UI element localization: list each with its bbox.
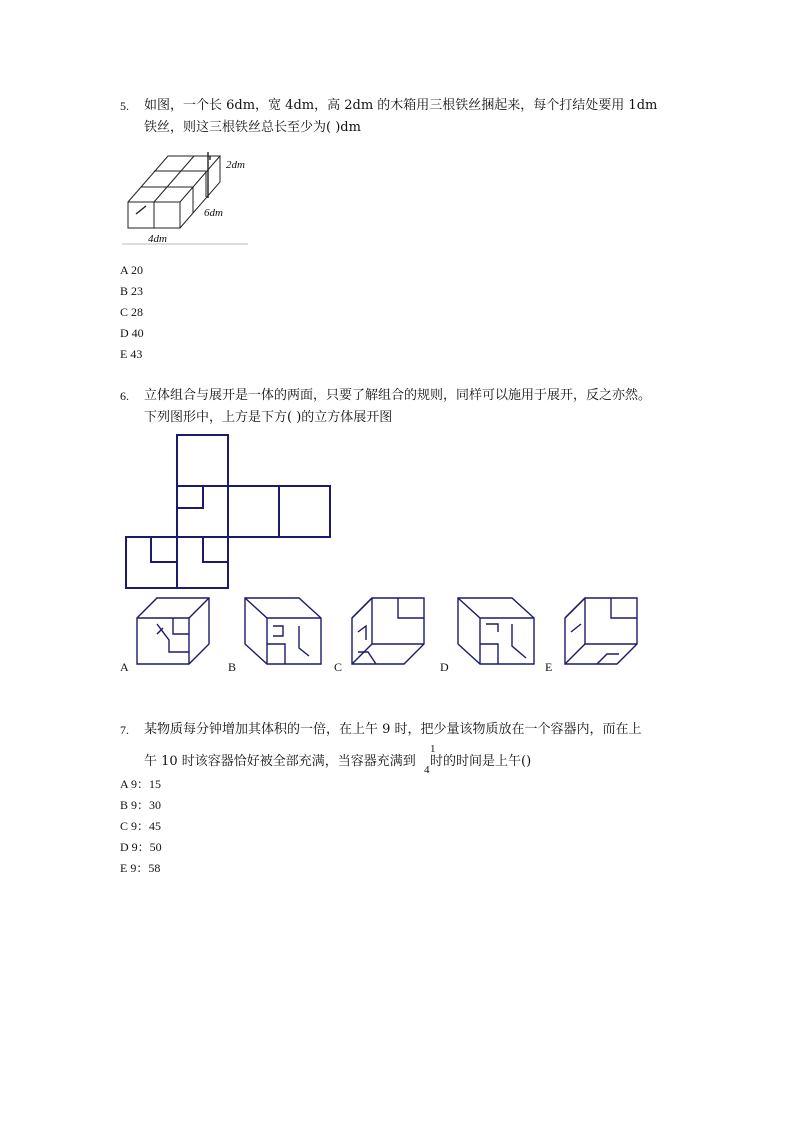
q5-number: 5. (120, 99, 129, 113)
q6-cube-d[interactable] (456, 596, 536, 666)
q7-stem-line1: 某物质每分钟增加其体积的一倍，在上午 9 时，把少量该物质放在一个容器内，而在上 (144, 722, 642, 737)
q6-cube-a[interactable] (135, 596, 211, 666)
q5-option-c[interactable]: C 28 (120, 305, 144, 319)
q6-stem-line2: 下列图形中，上方是下方( )的立方体展开图 (144, 410, 393, 425)
q7-option-a[interactable]: A 9：15 (120, 777, 162, 791)
q5-label-height: 2dm (226, 159, 245, 171)
q6-cube-d-label: D (440, 660, 449, 674)
q7-option-b[interactable]: B 9：30 (120, 798, 162, 812)
q7-option-c[interactable]: C 9：45 (120, 819, 162, 833)
q6-number: 6. (120, 389, 129, 403)
q6-cube-c[interactable] (350, 596, 426, 666)
q7-stem-line2b: 时的时间是上午() (430, 754, 532, 769)
q7-option-d[interactable]: D 9：50 (120, 840, 162, 854)
q7-stem-line2a: 午 10 时该容器恰好被全部充满，当容器充满到 (144, 754, 416, 769)
q5-stem-line1: 如图，一个长 6dm，宽 4dm，高 2dm 的木箱用三根铁丝捆起来，每个打结处要用 1dm (144, 98, 658, 113)
q7-fraction-denominator: 4 (424, 764, 430, 776)
q6-cube-b[interactable] (243, 596, 323, 666)
q5-stem-line2: 铁丝，则这三根铁丝总长至少为( )dm (144, 120, 361, 135)
q5-label-width: 4dm (148, 233, 167, 245)
q7-number: 7. (120, 723, 129, 737)
q6-cube-c-label: C (334, 660, 343, 674)
q6-cube-e-label: E (545, 660, 553, 674)
q6-cube-net (125, 434, 335, 590)
q5-option-b[interactable]: B 23 (120, 284, 144, 298)
q5-label-length: 6dm (204, 207, 223, 219)
q6-cube-e[interactable] (563, 596, 639, 666)
q6-cube-a-label: A (120, 660, 129, 674)
q7-fraction-numerator: 1 (430, 743, 436, 755)
q5-option-e[interactable]: E 43 (120, 347, 143, 361)
q5-option-d[interactable]: D 40 (120, 326, 144, 340)
q6-cube-b-label: B (228, 660, 237, 674)
q5-option-a[interactable]: A 20 (120, 263, 144, 277)
q7-option-e[interactable]: E 9：58 (120, 861, 161, 875)
q6-stem-line1: 立体组合与展开是一体的两面，只要了解组合的规则，同样可以施用于展开，反之亦然。 (144, 388, 652, 403)
